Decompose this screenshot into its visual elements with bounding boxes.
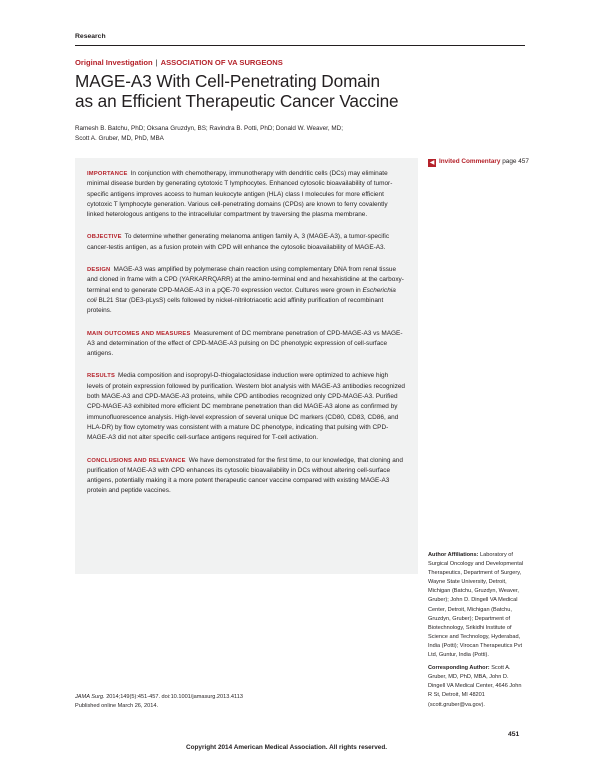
authors-line-1: Ramesh B. Batchu, PhD; Oksana Gruzdyn, BS; Ravindra B. Potti, PhD; Donald W. Weaver, MD; (75, 125, 343, 132)
invited-commentary-page: page 457 (502, 158, 529, 165)
abstract-heading: IMPORTANCE (87, 171, 128, 177)
abstract-box (75, 158, 418, 574)
invited-commentary-link[interactable] (428, 158, 529, 167)
abstract-heading: RESULTS (87, 373, 116, 380)
author-affiliations (428, 551, 526, 660)
title-line-1: MAGE-A3 With Cell-Penetrating Domain (75, 71, 380, 91)
abstract-text: Measurement of DC membrane penetration of CPD-MAGE-A3 vs MAGE-A3 and determination of the effect of CPD-MAGE-A3 pulsing on DC phenotypic expression of cell-surface antigens. (87, 329, 403, 358)
abstract-main-outcomes (87, 329, 406, 360)
abstract-heading: OBJECTIVE (87, 234, 122, 241)
abstract-text: BL21 Star (DE3-pLysS) cells followed by nickel-nitrilotriacetic acid affinity purification of recombinant proteins. (87, 296, 384, 315)
abstract-importance (87, 169, 406, 220)
page-number: 451 (508, 731, 520, 738)
section-label: Research (75, 33, 106, 40)
article-title (75, 71, 435, 111)
authors-line-2: Scott A. Gruber, MD, PhD, MBA (75, 135, 164, 143)
abstract-results (87, 371, 406, 443)
abstract-text: Media composition and isopropyl-D-thiogalactosidase induction were optimized to achieve high levels of protein expression followed by purification. Western blot analysis with MAGE-A3 antibodies recognized both MAGE-A3 and CPD-MAGE-A3 proteins, while CPD antibodies recognized only CPD-MAGE-A3. Purified CPD-MAGE-A3 exhibited more efficient DC membrane penetration than did MAGE-A3 alone as confirmed by immunofluorescence analysis. High-level expression of several unique DC markers (CD80, CD83, CD86, and HLA-DR) by flow cytometry was consistent with a mature DC phenotype, indicating that pulsing with CPD-MAGE-A3 did not alter specific cell-surface antigens required for T-cell activation. (87, 372, 405, 442)
copyright-notice: Copyright 2014 American Medical Association. All rights reserved. (186, 744, 388, 751)
abstract-heading: DESIGN (87, 267, 111, 274)
invited-commentary-label: Invited Commentary (439, 158, 501, 165)
sidebar-notes (428, 551, 526, 714)
corresponding-text: Scott A. Gruber, MD, PhD, MBA, John D. Dingell VA Medical Center, 4646 John R St, Detroit, MI 48201 (scott.gruber@va.gov). (428, 665, 522, 708)
title-line-2: as an Efficient Therapeutic Cancer Vaccine (75, 91, 399, 111)
corresponding-heading: Corresponding Author: (428, 665, 490, 672)
abstract-objective (87, 232, 406, 253)
citation-published: Published online March 26, 2014. (75, 702, 159, 709)
abstract-text: MAGE-A3 was amplified by polymerase chain reaction using complementary DNA from renal tissue and cloned in frame with a CPD (YARKARRQARR) at the amino-terminal end and hexahistidine at the carboxy-terminal end to generate CPD-MAGE-A3 in a pQE-70 expression vector. Cultures were grown in (87, 266, 404, 294)
abstract-text: We have demonstrated for the first time, to our knowledge, that cloning and purification of MAGE-A3 with CPD enhances its cytosolic bioavailability in DCs without altering cell-surface antigens, potentially making it a more potent therapeutic cancer vaccine compared with existing MAGE-A3 protein and peptide vaccines. (87, 456, 403, 495)
abstract-heading: MAIN OUTCOMES AND MEASURES (87, 330, 191, 337)
arrow-left-icon: ◀ (429, 160, 435, 166)
affiliations-heading: Author Affiliations: (428, 552, 479, 558)
abstract-design (87, 265, 406, 316)
kicker-separator: | (155, 58, 158, 67)
abstract-text: To determine whether generating melanoma antigen family A, 3 (MAGE-A3), a tumor-specific cancer-testis antigen, as a fusion protein with CPD will enhance the cytosolic bioavailability of MAGE-A3. (87, 233, 390, 251)
abstract-conclusions (87, 456, 406, 497)
article-kicker (75, 58, 283, 67)
citation (75, 693, 405, 711)
author-list (75, 124, 395, 145)
abstract-text: In conjunction with chemotherapy, immunotherapy with dendritic cells (DCs) may eliminate minimal disease burden by generating cytotoxic T lymphocytes. Enhanced cytosolic bioavailability of tumor-specific antigens improves access to human leukocyte antigen (HLA) class I molecules for more efficient cytotoxic T lymphocyte generation. Various cell-penetrating domains (CPDs) are known to ferry covalently linked heterologous antigens to the intracellular compartment by traversing the plasma membrane. (87, 170, 393, 219)
citation-journal: JAMA Surg. (75, 694, 105, 700)
affiliations-text: Laboratory of Surgical Oncology and Developmental Therapeutics, Department of Surgery, Wayne State University, Detroit, Michigan (Batchu, Gruzdyn, Weaver, Gruber); John D. Dingell VA Medical Center, Detroit, Michigan (Batchu, Gruzdyn, Gruber); Department of Biotechnology, Srikidhi Institute of Science and Technology, Hyderabad, India (Potti); Virocan Therapeutics Pvt Ltd, Guntur, India (Potti). (428, 552, 524, 659)
article-type: Original Investigation (75, 58, 153, 67)
citation-details: 2014;149(5):451-457. doi:10.1001/jamasurg.2013.4113 (104, 694, 243, 700)
corresponding-author (428, 664, 526, 709)
abstract-heading: CONCLUSIONS AND RELEVANCE (87, 457, 186, 464)
abstract-text-italic: Escherichia coli (87, 286, 396, 304)
society-name: ASSOCIATION OF VA SURGEONS (160, 58, 283, 67)
top-rule (75, 45, 525, 46)
